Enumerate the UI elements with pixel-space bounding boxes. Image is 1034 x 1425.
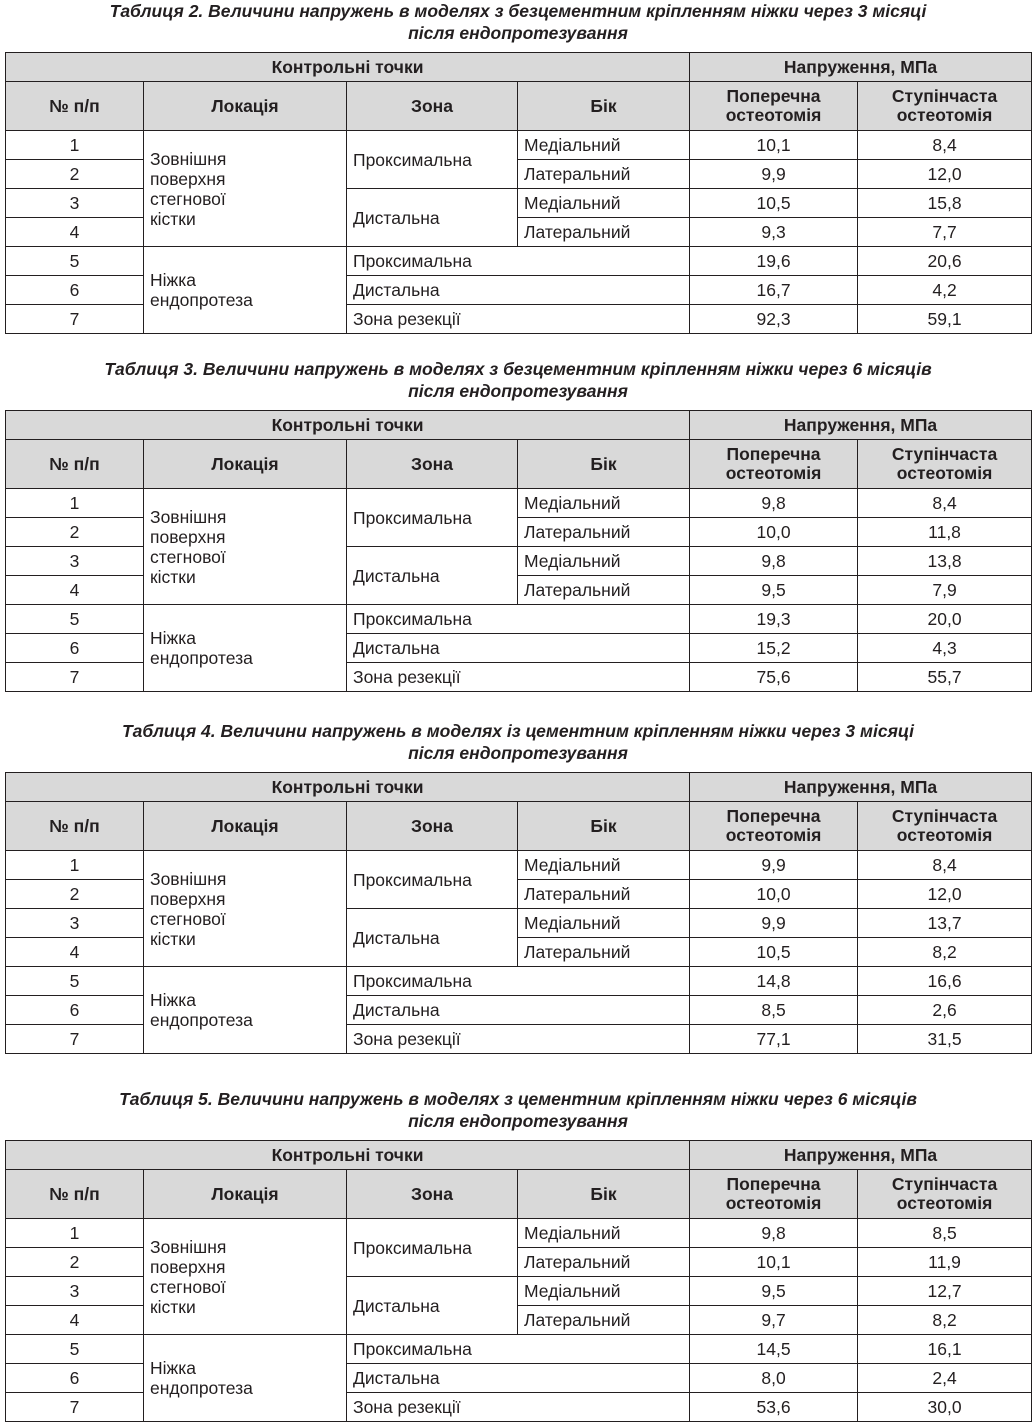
header-stepped-line: остеотомія [896,825,993,845]
row-number: 2 [6,1248,144,1277]
header-transverse-line: остеотомія [725,105,822,125]
header-stepped-line: Ступінчаста [891,86,998,106]
location-line: Ніжка [150,1358,197,1378]
row-number: 7 [6,1025,144,1054]
header-zone: Зона [347,1170,518,1219]
header-stepped [858,802,1032,851]
value-stepped: 8,4 [858,489,1032,518]
value-transverse: 9,7 [690,1306,858,1335]
value-stepped: 4,2 [858,276,1032,305]
location-bone [144,1219,347,1335]
header-stepped [858,440,1032,489]
value-transverse: 14,5 [690,1335,858,1364]
header-stepped-line: Ступінчаста [891,444,998,464]
value-transverse: 10,5 [690,189,858,218]
header-zone: Зона [347,82,518,131]
caption-line-1: Таблиця 2. Величини напружень в моделях з безцементним кріпленням ніжки через 3 місяці [109,1,927,21]
value-transverse: 10,5 [690,938,858,967]
table-caption [5,720,1031,764]
header-stress: Напруження, МПа [690,53,1032,82]
zone-cell: Дистальна [347,996,690,1025]
header-row-1 [6,1141,1032,1170]
value-stepped: 12,7 [858,1277,1032,1306]
header-stepped-line: остеотомія [896,105,993,125]
header-row-1 [6,773,1032,802]
side-cell: Медіальний [518,1219,690,1248]
side-cell: Латеральний [518,938,690,967]
header-transverse [690,1170,858,1219]
value-transverse: 9,5 [690,576,858,605]
caption-line-1: Таблиця 3. Величини напружень в моделях з безцементним кріпленням ніжки через 6 місяців [104,359,932,379]
side-cell: Медіальний [518,909,690,938]
stress-table [5,772,1032,1054]
caption-line-2: після ендопротезування [408,743,628,763]
row-number: 1 [6,489,144,518]
header-stepped [858,1170,1032,1219]
row-number: 6 [6,1364,144,1393]
header-stress: Напруження, МПа [690,1141,1032,1170]
side-cell: Латеральний [518,576,690,605]
header-zone: Зона [347,440,518,489]
value-transverse: 9,9 [690,909,858,938]
header-transverse-line: Поперечна [726,806,821,826]
value-stepped: 11,9 [858,1248,1032,1277]
value-stepped: 30,0 [858,1393,1032,1422]
row-number: 4 [6,938,144,967]
row-number: 4 [6,218,144,247]
location-line: ендопротеза [150,290,253,310]
value-transverse: 8,0 [690,1364,858,1393]
location-stem [144,1335,347,1422]
row-number: 5 [6,247,144,276]
value-transverse: 9,8 [690,489,858,518]
value-transverse: 9,3 [690,218,858,247]
table-row [6,1219,1032,1248]
location-line: поверхня [150,888,226,909]
row-number: 1 [6,851,144,880]
location-stem [144,967,347,1054]
location-line: стегнової [150,908,226,929]
location-line: Ніжка [150,990,197,1010]
side-cell: Латеральний [518,1306,690,1335]
value-stepped: 31,5 [858,1025,1032,1054]
stress-table [5,1140,1032,1422]
value-stepped: 20,6 [858,247,1032,276]
row-number: 7 [6,1393,144,1422]
value-stepped: 15,8 [858,189,1032,218]
header-side: Бік [518,82,690,131]
row-number: 1 [6,131,144,160]
value-stepped: 55,7 [858,663,1032,692]
row-number: 3 [6,189,144,218]
zone-distal: Дистальна [347,1277,518,1335]
value-transverse: 10,0 [690,518,858,547]
table-row [6,1335,1032,1364]
value-stepped: 12,0 [858,880,1032,909]
value-stepped: 13,7 [858,909,1032,938]
value-stepped: 2,6 [858,996,1032,1025]
location-line: стегнової [150,188,226,209]
value-transverse: 9,8 [690,1219,858,1248]
value-transverse: 75,6 [690,663,858,692]
table-row [6,967,1032,996]
zone-cell: Проксимальна [347,247,690,276]
caption-line-2: після ендопротезування [408,23,628,43]
side-cell: Латеральний [518,518,690,547]
side-cell: Медіальний [518,189,690,218]
row-number: 7 [6,305,144,334]
header-stepped [858,82,1032,131]
header-stepped-line: остеотомія [896,463,993,483]
side-cell: Латеральний [518,218,690,247]
row-number: 5 [6,605,144,634]
table-caption [5,1088,1031,1132]
header-transverse [690,440,858,489]
header-num: № п/п [6,82,144,131]
caption-line-2: після ендопротезування [408,381,628,401]
value-stepped: 4,3 [858,634,1032,663]
row-number: 4 [6,1306,144,1335]
header-control-points: Контрольні точки [6,53,690,82]
value-transverse: 8,5 [690,996,858,1025]
row-number: 6 [6,996,144,1025]
side-cell: Медіальний [518,489,690,518]
table-row [6,489,1032,518]
value-stepped: 12,0 [858,160,1032,189]
header-num: № п/п [6,802,144,851]
row-number: 5 [6,967,144,996]
header-control-points: Контрольні точки [6,1141,690,1170]
value-transverse: 9,8 [690,547,858,576]
location-line: кістки [150,1296,196,1317]
caption-line-1: Таблиця 4. Величини напружень в моделях із цементним кріпленням ніжки через 3 місяці [121,721,915,741]
table-row [6,851,1032,880]
location-bone [144,131,347,247]
side-cell: Латеральний [518,1248,690,1277]
header-location: Локація [144,802,347,851]
header-row-2 [6,802,1032,851]
header-stress: Напруження, МПа [690,773,1032,802]
value-stepped: 59,1 [858,305,1032,334]
zone-cell: Дистальна [347,276,690,305]
row-number: 6 [6,634,144,663]
value-transverse: 10,1 [690,1248,858,1277]
location-line: стегнової [150,1276,226,1297]
zone-cell: Проксимальна [347,967,690,996]
header-control-points: Контрольні точки [6,773,690,802]
header-location: Локація [144,1170,347,1219]
location-stem [144,605,347,692]
zone-cell: Зона резекції [347,663,690,692]
header-row-1 [6,53,1032,82]
zone-distal: Дистальна [347,189,518,247]
value-stepped: 11,8 [858,518,1032,547]
table-caption [5,0,1031,44]
zone-distal: Дистальна [347,547,518,605]
header-row-2 [6,82,1032,131]
value-transverse: 19,6 [690,247,858,276]
zone-cell: Проксимальна [347,605,690,634]
zone-cell: Проксимальна [347,1335,690,1364]
location-line: ендопротеза [150,1378,253,1398]
value-stepped: 8,2 [858,938,1032,967]
side-cell: Медіальний [518,1277,690,1306]
table-row [6,605,1032,634]
side-cell: Медіальний [518,547,690,576]
value-transverse: 9,9 [690,851,858,880]
side-cell: Латеральний [518,880,690,909]
value-transverse: 16,7 [690,276,858,305]
zone-proximal: Проксимальна [347,851,518,909]
location-line: кістки [150,566,196,587]
value-transverse: 15,2 [690,634,858,663]
stress-table [5,52,1032,334]
header-num: № п/п [6,1170,144,1219]
header-stress: Напруження, МПа [690,411,1032,440]
header-transverse-line: остеотомія [725,1193,822,1213]
header-stepped-line: Ступінчаста [891,1174,998,1194]
value-transverse: 77,1 [690,1025,858,1054]
table-caption [5,358,1031,402]
row-number: 1 [6,1219,144,1248]
header-location: Локація [144,82,347,131]
row-number: 2 [6,880,144,909]
value-stepped: 13,8 [858,547,1032,576]
value-transverse: 9,9 [690,160,858,189]
zone-distal: Дистальна [347,909,518,967]
location-line: стегнової [150,546,226,567]
row-number: 3 [6,909,144,938]
location-line: Зовнішня [150,1236,227,1257]
row-number: 3 [6,547,144,576]
location-line: кістки [150,208,196,229]
header-transverse-line: Поперечна [726,86,821,106]
value-transverse: 14,8 [690,967,858,996]
table-block-5 [5,1088,1031,1422]
header-side: Бік [518,802,690,851]
value-stepped: 16,1 [858,1335,1032,1364]
row-number: 3 [6,1277,144,1306]
location-line: Ніжка [150,628,197,648]
value-stepped: 20,0 [858,605,1032,634]
location-line: Зовнішня [150,506,227,527]
header-zone: Зона [347,802,518,851]
zone-cell: Дистальна [347,1364,690,1393]
value-stepped: 7,9 [858,576,1032,605]
row-number: 6 [6,276,144,305]
value-stepped: 8,2 [858,1306,1032,1335]
location-line: Зовнішня [150,868,227,889]
value-stepped: 8,4 [858,131,1032,160]
caption-line-1: Таблиця 5. Величини напружень в моделях з цементним кріпленням ніжки через 6 місяців [119,1089,917,1109]
table-row [6,247,1032,276]
stress-table [5,410,1032,692]
table-block-3 [5,358,1031,692]
zone-cell: Зона резекції [347,1025,690,1054]
value-stepped: 7,7 [858,218,1032,247]
row-number: 7 [6,663,144,692]
location-line: ендопротеза [150,648,253,668]
side-cell: Медіальний [518,131,690,160]
header-row-2 [6,440,1032,489]
side-cell: Медіальний [518,851,690,880]
row-number: 4 [6,576,144,605]
zone-cell: Зона резекції [347,1393,690,1422]
location-line: поверхня [150,1256,226,1277]
value-stepped: 8,5 [858,1219,1032,1248]
header-side: Бік [518,1170,690,1219]
row-number: 2 [6,160,144,189]
value-transverse: 19,3 [690,605,858,634]
header-control-points: Контрольні точки [6,411,690,440]
location-line: Зовнішня [150,148,227,169]
header-side: Бік [518,440,690,489]
table-block-2 [5,0,1031,334]
value-stepped: 16,6 [858,967,1032,996]
header-transverse-line: остеотомія [725,825,822,845]
zone-proximal: Проксимальна [347,489,518,547]
header-location: Локація [144,440,347,489]
value-transverse: 92,3 [690,305,858,334]
caption-line-2: після ендопротезування [408,1111,628,1131]
location-line: Ніжка [150,270,197,290]
header-transverse-line: Поперечна [726,1174,821,1194]
header-row-1 [6,411,1032,440]
location-bone [144,851,347,967]
zone-cell: Зона резекції [347,305,690,334]
zone-proximal: Проксимальна [347,131,518,189]
location-line: кістки [150,928,196,949]
value-stepped: 8,4 [858,851,1032,880]
value-transverse: 10,0 [690,880,858,909]
value-transverse: 10,1 [690,131,858,160]
header-stepped-line: остеотомія [896,1193,993,1213]
row-number: 2 [6,518,144,547]
header-transverse-line: Поперечна [726,444,821,464]
table-block-4 [5,720,1031,1054]
location-line: ендопротеза [150,1010,253,1030]
location-line: поверхня [150,168,226,189]
zone-cell: Дистальна [347,634,690,663]
zone-proximal: Проксимальна [347,1219,518,1277]
header-transverse [690,82,858,131]
table-row [6,131,1032,160]
side-cell: Латеральний [518,160,690,189]
location-stem [144,247,347,334]
row-number: 5 [6,1335,144,1364]
value-transverse: 53,6 [690,1393,858,1422]
value-transverse: 9,5 [690,1277,858,1306]
header-num: № п/п [6,440,144,489]
header-transverse-line: остеотомія [725,463,822,483]
header-stepped-line: Ступінчаста [891,806,998,826]
header-row-2 [6,1170,1032,1219]
header-transverse [690,802,858,851]
value-stepped: 2,4 [858,1364,1032,1393]
location-bone [144,489,347,605]
location-line: поверхня [150,526,226,547]
